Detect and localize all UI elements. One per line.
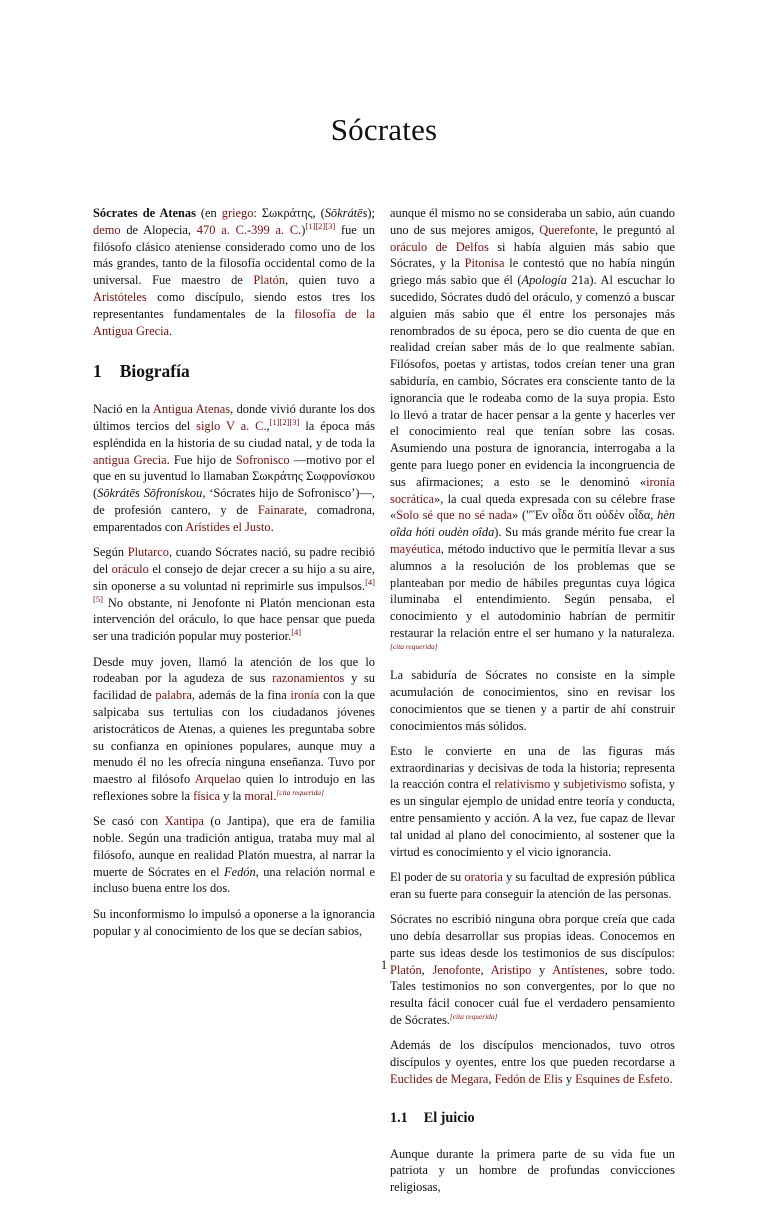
section-heading-biografia [93,363,375,380]
paragraph: Además de los discípulos mencionados, tuvo otros discípulos y oyentes, entre los que pueden recordarse a Euclides de Megara, Fedón de Elis y Esquines de Esfeto. [390,1038,675,1087]
link-relativismo[interactable]: relativismo [494,777,551,792]
link-470-ac[interactable]: 470 a. C. [196,222,247,237]
paragraph: Aunque durante la primera parte de su vida fue un patriota y un hombre de profundas convicciones religiosas, [390,1146,675,1195]
link-pitonisa[interactable]: Pitonisa [464,256,505,271]
link-moral[interactable]: moral [244,788,274,803]
link-oraculo-de-delfos[interactable]: oráculo de Delfos [390,239,489,254]
paragraph: Nació en la Antigua Atenas, donde vivió durante los dos últimos tercios del siglo V a. C.,[1][2][3] la época más espléndida en la historia de su ciudad natal, y de toda la antigua Grecia. Fue hijo de Sofronisco —motivo por el que en su juventud lo llamaban Σωκράτης Σωφρονίσκου (Sōkrátēs Sōfronískou, ‘Sócrates hijo de Sofronisco’)—, de profesión cantero, y de Fainarate, comadrona, emparentados con Arístides el Justo. [93,402,375,534]
section-title: Biografía [119,361,190,382]
link-siglo-v-ac[interactable]: siglo V a. C. [196,418,267,433]
citation-needed-link[interactable]: [cita requerida] [449,1011,498,1021]
link-antistenes[interactable]: Antístenes [552,962,605,977]
section-number: 1 [93,361,102,382]
reference-link[interactable]: [4] [291,627,302,637]
link-antigua-atenas[interactable]: Antigua Atenas [152,402,231,417]
subject-name: Sócrates de Atenas [93,206,196,220]
intro-paragraph: Sócrates de Atenas (en griego: Σωκράτης, (Sōkrátēs); demo de Alopecia, 470 a. C.-399 a. C.)[1][2][3] fue un filósofo clásico ateniense considerado como uno de los más grandes, tanto de la filosofía occidental como de la universal. Fue maestro de Platón, quien tuvo a Aristóteles como discípulo, siendo estos tres los representantes fundamentales de la filosofía de la Antigua Grecia. [93,206,375,338]
link-platon[interactable]: Platón [390,962,422,977]
paragraph: Desde muy joven, llamó la atención de los que lo rodeaban por la agudeza de sus razonamientos y su facilidad de palabra, además de la fina ironía con la que salpicaba sus tertulias con los ciudadanos jóvenes aristocráticos de Atenas, a quienes les preguntaba sobre su confianza en opiniones populares, aunque muy a menudo él no les ofrecía ninguna enseñanza. Tuvo por maestro al filósofo Arquelao quien lo introdujo en las reflexiones sobre la física y la moral.[cita requerida] [93,654,376,803]
reference-link[interactable]: [1][2][3] [269,416,300,427]
paragraph: Sócrates no escribió ninguna obra porque creía que cada uno debía desarrollar sus propias ideas. Conocemos en parte sus ideas desde los testimonios de sus discípulos: Platón, Jenofonte, Aristipo y Antístenes, sobre todo. Tales testimonios no son convergentes, por lo que no resulta fácil conocer cuál fue el verdadero pensamiento de Sócrates.[cita requerida] [390,912,675,1028]
reference-link[interactable]: [1][2][3] [305,220,336,231]
page-number: 1 [380,958,388,972]
link-aristipo[interactable]: Aristipo [490,962,532,977]
paragraph: Su inconformismo lo impulsó a oponerse a la ignorancia popular y al conocimiento de los que se decían sabios, [93,906,375,938]
paragraph: Según Plutarco, cuando Sócrates nació, su padre recibió del oráculo el consejo de dejar crecer a su hijo a su aire, sin oponerse a su voluntad ni reprimirle sus impulsos.[4][5] No obstante, ni Jenofonte ni Platón mencionan esta intervención del oráculo, lo que hace pensar que pueda ser una tradición popular muy posterior.[4] [93,545,376,644]
paragraph: La sabiduría de Sócrates no consiste en la simple acumulación de conocimientos, sino en revisar los conocimientos que se tienen y a partir de ahí construir conocimientos más sólidos. [390,668,675,733]
link-razonamientos[interactable]: razonamientos [272,671,345,686]
link-euclides-de-megara[interactable]: Euclides de Megara [390,1072,489,1087]
paragraph: El poder de su oratoria y su facultad de expresión pública eran su fuerte para conseguir la atención de las personas. [390,870,675,901]
paragraph: Se casó con Xantipa (o Jantipa), que era de familia noble. Según una tradición antigua, trataba muy mal al filósofo, aunque en realidad Platón muestra, al narrar la muerte de Sócrates en el Fedón, una relación normal e incluso buena entre los dos. [93,814,375,896]
section-number: 1.1 [390,1109,408,1126]
link-mayeutica[interactable]: mayéutica [390,541,441,556]
link-plutarco[interactable]: Plutarco [127,545,169,560]
link-aristides-el-justo[interactable]: Arístides el Justo [185,519,271,534]
link-xantipa[interactable]: Xantipa [164,814,204,829]
link-aristoteles[interactable]: Aristóteles [93,289,147,304]
link-oraculo[interactable]: oráculo [111,561,149,576]
link-querefonte[interactable]: Querefonte [539,222,595,237]
link-jenofonte[interactable]: Jenofonte [432,962,481,977]
link-fedon-de-elis[interactable]: Fedón de Elis [494,1072,563,1087]
link-antigua-grecia[interactable]: antigua Grecia [93,452,167,467]
section-heading-el-juicio [390,1110,675,1127]
link-solo-se-que-no-se-nada[interactable]: Solo sé que no sé nada [396,508,513,523]
reference-link[interactable]: [4][5] [93,576,375,604]
link-griego[interactable]: griego [221,206,254,220]
link-subjetivismo[interactable]: subjetivismo [563,777,627,792]
link-sofronisco[interactable]: Sofronisco [235,452,290,467]
link-arquelao[interactable]: Arquelao [194,772,241,787]
citation-needed-link[interactable]: [cita requerida] [390,641,438,651]
paragraph: Esto le convierte en una de las figuras más extraordinarias y decisivas de toda la historia; representa la reacción contra el relativismo y subjetivismo sofista, y es un singular ejemplo de unidad entre teoría y conducta, entre pensamiento y acción. A la vez, fue capaz de llevar tal unidad al plano del conocimiento, al sostener que la virtud es conocimiento y el vicio ignorancia. [390,743,676,859]
section-title: El juicio [423,1109,475,1126]
link-demo[interactable]: demo [93,222,121,237]
link-esquines-de-esfeto[interactable]: Esquines de Esfeto [575,1072,670,1087]
link-ironia[interactable]: ironía [290,688,320,703]
paragraph-continuation: aunque él mismo no se consideraba un sabio, aún cuando uno de sus mejores amigos, Querefonte, le preguntó al oráculo de Delfos si había alguien más sabio que Sócrates, y la Pitonisa le contestó que no había ningún griego más sabio que él (Apología 21a). Al escuchar lo sucedido, Sócrates dudó del oráculo, y comenzó a buscar alguien más sabio que él entre los personajes más renombrados de su época, pero se dio cuenta de que en realidad creían saber más de lo que realmente sabían. Filósofos, poetas y artistas, todos creían tener una gran sabiduría, en cambio, Sócrates era consciente tanto de la ignorancia que le rodeaba como de la suya propia. Esto lo llevó a tratar de hacer pensar a la gente y hacerles ver el conocimiento real que tenían sobre las cosas. Asumiendo una postura de ignorancia, interrogaba a la gente para luego poner en evidencia la incongruencia de sus afirmaciones; a esto se le denominó «ironía socrática», la cual queda expresada con su célebre frase «Solo sé que no sé nada» ("Ἓν οἶδα ὅτι οὐδὲν οἶδα, hèn oîda hóti oudèn oîda). Su más grande mérito fue crear la mayéutica, método inductivo que le permitía llevar a sus alumnos a la resolución de los problemas que se planteaban por medio de hábiles preguntas cuya lógica iluminaba el entendimiento. Según pensaba, el conocimiento y el autodominio habrían de permitir restaurar la relación entre el ser humano y la naturaleza.[cita requerida] [390,206,675,651]
link-ironia-socratica[interactable]: ironía socrática [390,474,675,506]
link-fainarate[interactable]: Fainarate [257,502,304,517]
link-399-ac[interactable]: 399 a. C. [251,222,302,237]
link-platon[interactable]: Platón [253,273,286,288]
link-filosofia-antigua-grecia[interactable]: filosofía de la Antigua Grecia [93,306,375,338]
link-palabra[interactable]: palabra [155,688,192,703]
right-column [390,205,675,1205]
link-oratoria[interactable]: oratoria [464,870,503,885]
citation-needed-link[interactable]: [cita requerida] [276,787,324,797]
link-fisica[interactable]: física [193,788,220,803]
left-column [93,205,375,948]
page-title: Sócrates [330,112,438,147]
